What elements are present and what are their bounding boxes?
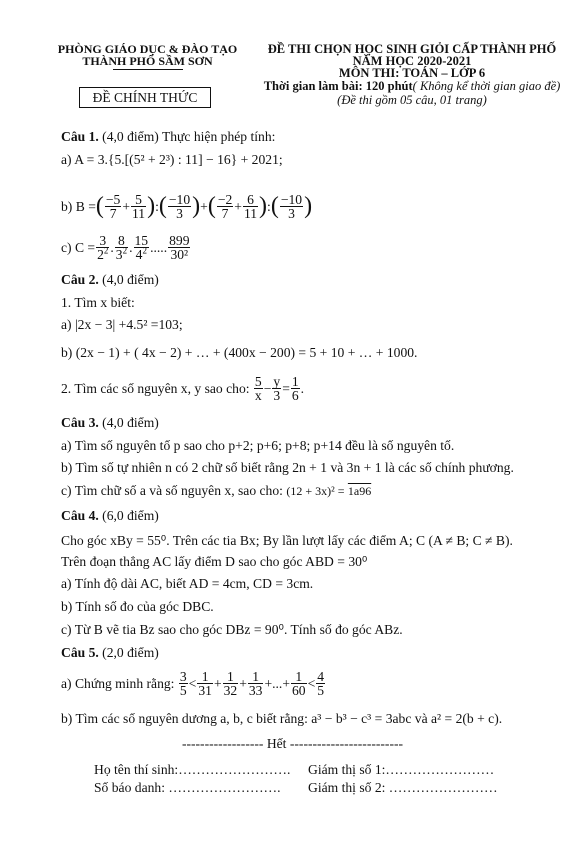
q2-a: a) |2x − 3| +4.5² =103; [61,317,183,332]
q4-c: c) Từ B vẽ tia Bz sao cho góc DBz = 90⁰. Tính số đo góc ABz. [61,622,403,637]
q1-a: a) A = 3.{5.[(5² + 2³) : 11] − 16} + 2021; [61,152,283,167]
exam-title-line-2: NĂM HỌC 2020-2021 [352,54,472,68]
q1-c-last-den: 30² [170,246,189,262]
department-line-1: PHÒNG GIÁO DỤC & ĐÀO TẠO [57,42,238,56]
q2-part2-text: 2. Tìm các số nguyên x, y sao cho: [61,380,250,396]
exam-time [255,79,569,94]
q2-points: (4,0 điểm) [98,272,159,287]
q1-c-last-num: 899 [169,232,190,248]
q1-points: (4,0 điểm) Thực hiện phép tính: [98,129,276,144]
q5-label: Câu 5. [61,645,99,660]
department-line-2: THÀNH PHỐ SẦM SƠN [82,54,213,68]
exam-time-bold: Thời gian làm bài: 120 phút [263,79,413,93]
invigilator-1: Giám thị số 1:…………………… [308,762,495,777]
q4-line-1: Cho góc xBy = 55⁰. Trên các tia Bx; By lần lượt lấy các điểm A; C (A ≠ B; C ≠ B). [61,533,513,548]
q3-c [61,482,371,500]
q4-b: b) Tính số đo của góc DBC. [61,599,214,614]
q3-label: Câu 3. [61,415,99,430]
q2-b: b) (2x − 1) + ( 4x − 2) + … + (400x − 200) = 5 + 10 + … + 1000. [61,345,418,360]
q1-c-prefix: c) C = [61,239,96,255]
q1-b: b) B = ( $\frac{-5}{7}$ + $\frac{5}{11}$ ) : ( $\frac{-10}{3}$ ) + ( $\frac{-2}{7}$ + $\frac{6}{11}$ ) : ( $\frac{-10}{3}$ ) [61,191,313,221]
q2-heading [61,271,159,288]
q3-heading [61,414,159,431]
q1-c: c) C = $\frac{3}{2^2}$ . $\frac{8}{3^2}$ . $\frac{15}{4^2}$ ..... $\frac{899}{\text{30²}}$ [61,232,190,262]
invigilator-2: Giám thị số 2: …………………… [308,780,498,795]
exam-time-note: ( Không kể thời gian giao đề) [412,79,561,93]
official-exam-box: ĐỀ CHÍNH THỨC [79,87,211,108]
q4-heading [61,507,159,524]
q3-b: b) Tìm số tự nhiên n có 2 chữ số biết rằng 2n + 1 và 3n + 1 là các số chính phương. [61,460,514,475]
q4-points: (6,0 điểm) [98,508,159,523]
q2-part1: 1. Tìm x biết: [61,295,135,310]
q3-c-text: c) Tìm chữ số a và số nguyên x, sao cho: [61,483,283,498]
q3-points: (4,0 điểm) [98,415,159,430]
q2-part2: 2. Tìm các số nguyên x, y sao cho: $\frac{5}{x}$ − $\frac{y}{3}$ = $\frac{1}{6}$ . [61,373,305,403]
q1-label: Câu 1. [61,129,99,144]
q5-points: (2,0 điểm) [98,645,159,660]
q4-a: a) Tính độ dài AC, biết AD = 4cm, CD = 3cm. [61,576,314,591]
candidate-number: Số báo danh: ……………………. [94,780,281,795]
q1-c-dots: ..... [150,239,168,255]
pages-note: (Đề thi gồm 05 câu, 01 trang) [337,93,487,107]
header-rule [113,69,183,70]
q4-line-2: Trên đoạn thẳng AC lấy điểm D sao cho góc ABD = 30⁰ [61,554,368,569]
q3-a: a) Tìm số nguyên tố p sao cho p+2; p+6; p+8; p+14 đều là số nguyên tố. [61,438,455,453]
exam-subject: MÔN THI: TOÁN – LỚP 6 [338,66,486,80]
q3-c-overline: 1a96 [347,484,372,498]
q2-label: Câu 2. [61,272,99,287]
q3-c-expr: (12 + 3x)² = [286,484,345,498]
exam-title-line-1: ĐỀ THI CHỌN HỌC SINH GIỎI CẤP THÀNH PHỐ [267,42,557,56]
q4-label: Câu 4. [61,508,99,523]
q5-b: b) Tìm các số nguyên dương a, b, c biết rằng: a³ − b³ − c³ = 3abc và a² = 2(b + c). [61,711,503,726]
q5-heading [61,644,159,661]
end-marker: ------------------ Hết ------------------------- [181,736,404,751]
q5-a-text: a) Chứng minh rằng: [61,675,175,691]
q1-heading [61,128,275,145]
q1-b-prefix: b) B = [61,198,96,214]
candidate-name: Họ tên thí sinh:……………………. [94,762,291,777]
q5-a: a) Chứng minh rằng: $\frac{3}{5}$ < $\frac{1}{31}$ + $\frac{1}{32}$ + $\frac{1}{33}$ +...+ $\frac{1}{60}$ < $\frac{4}{5}$ [61,668,325,698]
